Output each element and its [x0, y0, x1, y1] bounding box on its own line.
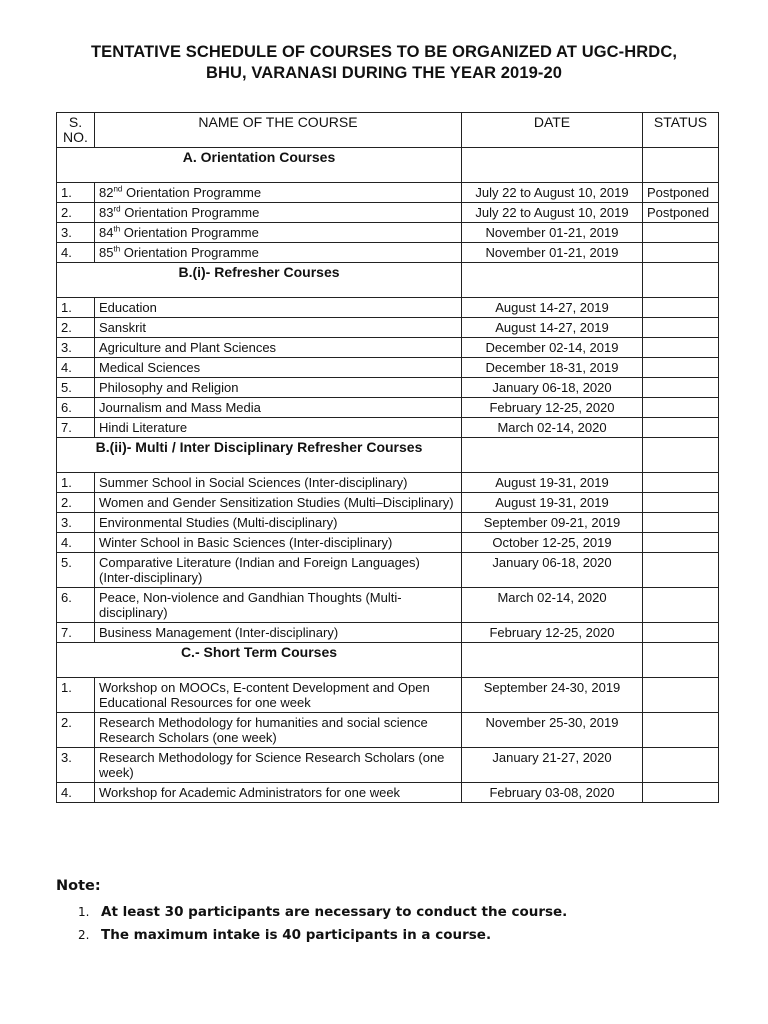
course-date: July 22 to August 10, 2019	[462, 183, 643, 203]
table-row	[57, 223, 719, 243]
course-name	[95, 203, 462, 223]
table-row	[57, 418, 719, 438]
table-row	[57, 678, 719, 713]
section-title: C.- Short Term Courses	[57, 643, 462, 678]
course-name	[95, 223, 462, 243]
row-number: 5.	[57, 553, 95, 588]
section-date-empty	[462, 263, 643, 298]
course-status	[643, 378, 719, 398]
course-name: Agriculture and Plant Sciences	[95, 338, 462, 358]
course-name: Journalism and Mass Media	[95, 398, 462, 418]
course-status	[643, 493, 719, 513]
course-ordinal-suffix: nd	[113, 184, 123, 194]
course-ordinal: 83	[99, 205, 114, 220]
course-date: February 12-25, 2020	[462, 398, 643, 418]
course-status	[643, 398, 719, 418]
course-name: Women and Gender Sensitization Studies (Multi–Disciplinary)	[95, 493, 462, 513]
course-status	[643, 358, 719, 378]
document-title	[0, 42, 768, 84]
course-name: Education	[95, 298, 462, 318]
row-number: 4.	[57, 358, 95, 378]
row-number: 1.	[57, 183, 95, 203]
header-sno: S. NO.	[57, 113, 95, 148]
table-row	[57, 713, 719, 748]
course-name: Research Methodology for humanities and social science Research Scholars (one week)	[95, 713, 462, 748]
course-name: Sanskrit	[95, 318, 462, 338]
table-row	[57, 378, 719, 398]
course-date: August 19-31, 2019	[462, 493, 643, 513]
course-date: January 06-18, 2020	[462, 378, 643, 398]
course-status: Postponed	[643, 183, 719, 203]
course-date: November 25-30, 2019	[462, 713, 643, 748]
course-name: Workshop on MOOCs, E-content Development and Open Educational Resources for one week	[95, 678, 462, 713]
course-name: Business Management (Inter-disciplinary)	[95, 623, 462, 643]
course-date: December 02-14, 2019	[462, 338, 643, 358]
row-number: 2.	[57, 493, 95, 513]
course-status	[643, 338, 719, 358]
note-item: 1. At least 30 participants are necessary to conduct the course.	[78, 904, 568, 920]
section-header-row	[57, 438, 719, 473]
course-status	[643, 678, 719, 713]
table-row	[57, 533, 719, 553]
row-number: 1.	[57, 298, 95, 318]
row-number: 3.	[57, 513, 95, 533]
course-status	[643, 513, 719, 533]
course-ordinal: 85	[99, 245, 114, 260]
course-status	[643, 318, 719, 338]
course-ordinal-suffix: th	[113, 224, 121, 234]
course-name: Peace, Non-violence and Gandhian Thoughts (Multi-disciplinary)	[95, 588, 462, 623]
section-header-row	[57, 148, 719, 183]
row-number: 1.	[57, 473, 95, 493]
table-row	[57, 748, 719, 783]
table-row	[57, 338, 719, 358]
course-date: August 19-31, 2019	[462, 473, 643, 493]
course-ordinal-suffix: th	[113, 244, 121, 254]
section-title: B.(i)- Refresher Courses	[57, 263, 462, 298]
course-ordinal: 84	[99, 225, 114, 240]
table-row	[57, 513, 719, 533]
course-ordinal-suffix: rd	[113, 204, 121, 214]
table-row	[57, 623, 719, 643]
course-date: March 02-14, 2020	[462, 418, 643, 438]
row-number: 2.	[57, 203, 95, 223]
row-number: 3.	[57, 338, 95, 358]
row-number: 3.	[57, 748, 95, 783]
table-row	[57, 203, 719, 223]
course-date: August 14-27, 2019	[462, 318, 643, 338]
course-name: Hindi Literature	[95, 418, 462, 438]
table-row	[57, 318, 719, 338]
table-row	[57, 473, 719, 493]
header-status: STATUS	[643, 113, 719, 148]
course-name-text: Orientation Programme	[120, 225, 259, 240]
course-status	[643, 588, 719, 623]
course-date: November 01-21, 2019	[462, 243, 643, 263]
course-name: Medical Sciences	[95, 358, 462, 378]
row-number: 1.	[57, 678, 95, 713]
course-date: July 22 to August 10, 2019	[462, 203, 643, 223]
course-name: Summer School in Social Sciences (Inter-disciplinary)	[95, 473, 462, 493]
course-name-text: Orientation Programme	[120, 245, 259, 260]
course-name: Winter School in Basic Sciences (Inter-disciplinary)	[95, 533, 462, 553]
table-row	[57, 298, 719, 318]
table-row	[57, 183, 719, 203]
course-date: March 02-14, 2020	[462, 588, 643, 623]
course-status	[643, 713, 719, 748]
note-heading: Note:	[56, 878, 101, 894]
row-number: 2.	[57, 713, 95, 748]
section-title: B.(ii)- Multi / Inter Disciplinary Refresher Courses	[57, 438, 462, 473]
course-date: December 18-31, 2019	[462, 358, 643, 378]
course-name: Philosophy and Religion	[95, 378, 462, 398]
course-date: January 06-18, 2020	[462, 553, 643, 588]
table-row	[57, 493, 719, 513]
table-row	[57, 553, 719, 588]
course-date: February 12-25, 2020	[462, 623, 643, 643]
title-line-2: BHU, VARANASI DURING THE YEAR 2019-20	[205, 64, 563, 82]
course-name: Workshop for Academic Administrators for one week	[95, 783, 462, 803]
course-status	[643, 783, 719, 803]
course-status	[643, 243, 719, 263]
row-number: 4.	[57, 243, 95, 263]
section-status-empty	[643, 263, 719, 298]
section-status-empty	[643, 438, 719, 473]
row-number: 4.	[57, 533, 95, 553]
course-name: Environmental Studies (Multi-disciplinary)	[95, 513, 462, 533]
course-date: August 14-27, 2019	[462, 298, 643, 318]
course-date: September 24-30, 2019	[462, 678, 643, 713]
row-number: 2.	[57, 318, 95, 338]
row-number: 5.	[57, 378, 95, 398]
note-item: 2. The maximum intake is 40 participants in a course.	[78, 927, 492, 943]
row-number: 7.	[57, 418, 95, 438]
table-row	[57, 398, 719, 418]
course-name	[95, 243, 462, 263]
course-status	[643, 553, 719, 588]
section-date-empty	[462, 148, 643, 183]
section-title: A. Orientation Courses	[57, 148, 462, 183]
course-status	[643, 418, 719, 438]
course-name: Research Methodology for Science Research Scholars (one week)	[95, 748, 462, 783]
course-status: Postponed	[643, 203, 719, 223]
table-row	[57, 358, 719, 378]
course-status	[643, 748, 719, 783]
section-date-empty	[462, 438, 643, 473]
section-header-row	[57, 643, 719, 678]
course-date: September 09-21, 2019	[462, 513, 643, 533]
row-number: 6.	[57, 398, 95, 418]
course-name	[95, 183, 462, 203]
course-status	[643, 298, 719, 318]
section-header-row	[57, 263, 719, 298]
section-status-empty	[643, 643, 719, 678]
course-date: October 12-25, 2019	[462, 533, 643, 553]
course-ordinal: 82	[99, 185, 114, 200]
table-header-row	[57, 113, 719, 148]
title-line-1: TENTATIVE SCHEDULE OF COURSES TO BE ORGANIZED AT UGC-HRDC,	[90, 43, 678, 61]
course-name-text: Orientation Programme	[122, 185, 262, 200]
course-name-text: Orientation Programme	[120, 205, 260, 220]
course-status	[643, 473, 719, 493]
row-number: 3.	[57, 223, 95, 243]
course-status	[643, 533, 719, 553]
course-date: January 21-27, 2020	[462, 748, 643, 783]
course-name: Comparative Literature (Indian and Foreign Languages) (Inter-disciplinary)	[95, 553, 462, 588]
row-number: 7.	[57, 623, 95, 643]
table-row	[57, 588, 719, 623]
note-list	[78, 903, 567, 949]
course-status	[643, 623, 719, 643]
schedule-table	[56, 112, 719, 803]
table-row	[57, 783, 719, 803]
course-date: February 03-08, 2020	[462, 783, 643, 803]
header-course-name: NAME OF THE COURSE	[95, 113, 462, 148]
section-date-empty	[462, 643, 643, 678]
row-number: 6.	[57, 588, 95, 623]
row-number: 4.	[57, 783, 95, 803]
section-status-empty	[643, 148, 719, 183]
course-status	[643, 223, 719, 243]
table-row	[57, 243, 719, 263]
course-date: November 01-21, 2019	[462, 223, 643, 243]
header-date: DATE	[462, 113, 643, 148]
